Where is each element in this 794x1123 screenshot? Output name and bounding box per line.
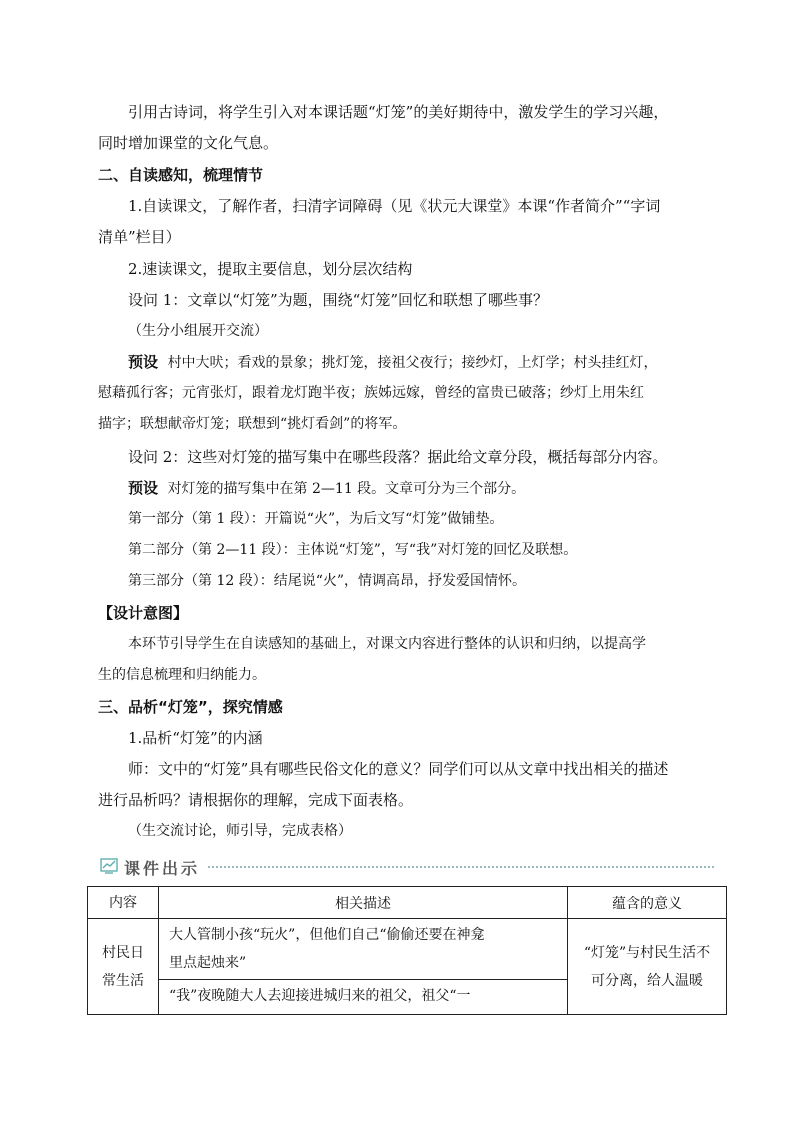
content-line-1: 村民日 [102,944,144,961]
question-2: 设问 2：这些对灯笼的描写集中在哪些段落？据此给文章分段，概括每部分内容。 [128,448,668,466]
intent-line-2: 同时增加课堂的文化气息。 [98,134,279,152]
courseware-title: 课件出示 [124,859,201,878]
section-3-item-1: 1.品析“灯笼”的内涵 [128,729,263,747]
preset-1-line-3: 描字；联想献帝灯笼；联想到“挑灯看剑”的将军。 [98,416,407,432]
header-meaning: 蕴含的意义 [568,887,727,919]
design-intent-heading: 【设计意图】 [98,604,189,622]
content-line-2: 常生活 [102,972,144,989]
courseware-divider [208,866,714,868]
table-header-row [88,887,727,919]
meaning-line-2: 可分离，给人温暖 [591,972,703,989]
section-2-heading: 二、自读感知，梳理情节 [98,166,264,184]
header-description: 相关描述 [159,887,568,919]
preset-2 [128,478,525,499]
design-intent-line-1: 本环节引导学生在自读感知的基础上，对课文内容进行整体的认识和归纳，以提高学 [128,636,646,652]
meaning-line-1: “灯笼”与村民生活不 [583,944,711,961]
courseware-banner [100,856,714,878]
question-1: 设问 1：文章以“灯笼”为题，围绕“灯笼”回忆和联想了哪些事？ [128,291,548,309]
teacher-question-line-2: 进行品析吗？请根据你的理解，完成下面表格。 [98,791,414,809]
preset-2-text: 对灯笼的描写集中在第 2—11 段。文章可分为三个部分。 [167,481,526,497]
header-content: 内容 [88,887,159,919]
question-1-note: （生分小组展开交流） [128,323,268,339]
description-1-line-2: 里点起烛来” [169,955,247,971]
part-2: 第二部分（第 2—11 段）：主体说“灯笼”，写“我”对灯笼的回忆及联想。 [128,542,578,558]
section-2-item-1-line-2: 清单”栏目） [98,228,181,246]
section-3-heading: 三、品析“灯笼”，探究情感 [98,698,283,716]
preset-label: 预设 [128,353,159,371]
design-intent-line-2: 生的信息梳理和归纳能力。 [98,667,266,683]
section-2-item-2: 2.速读课文，提取主要信息，划分层次结构 [128,260,413,278]
preset-2-label: 预设 [128,479,159,497]
description-2-line-1: “我”夜晚随大人去迎接进城归来的祖父，祖父“一 [169,988,471,1004]
chart-icon [100,858,118,874]
section-2-item-1-line-1: 1.自读课文，了解作者，扫清字词障碍（见《状元大课堂》本课“作者简介”“字词 [128,197,661,215]
part-1: 第一部分（第 1 段）：开篇说“火”，为后文写“灯笼”做铺垫。 [128,511,504,527]
teacher-question-line-1: 师：文中的“灯笼”具有哪些民俗文化的意义？同学们可以从文章中找出相关的描述 [128,760,669,778]
intent-line-1: 引用古诗词，将学生引入对本课话题“灯笼”的美好期待中，激发学生的学习兴趣， [128,103,669,121]
part-3: 第三部分（第 12 段）：结尾说“火”，情调高昂，抒发爱国情怀。 [128,573,527,589]
description-1-line-1: 大人管制小孩“玩火”，但他们自己“偷偷还要在神龛 [169,927,485,943]
content-table [87,886,727,1015]
table-row [88,919,727,980]
content-cell [88,919,159,1015]
meaning-cell [568,919,727,1015]
preset-1-line-2: 慰藉孤行客；元宵张灯，跟着龙灯跑半夜；族姊远嫁，曾经的富贵已破落；纱灯上用朱红 [98,385,644,401]
section-3-note: （生交流讨论，师引导，完成表格） [128,823,352,839]
description-cell-2 [159,980,568,1015]
preset-1-text: 村中大吠；看戏的景象；挑灯笼，接祖父夜行；接纱灯，上灯学；村头挂红灯， [167,355,658,371]
preset-1-line-1 [128,352,658,373]
description-cell-1 [159,919,568,980]
